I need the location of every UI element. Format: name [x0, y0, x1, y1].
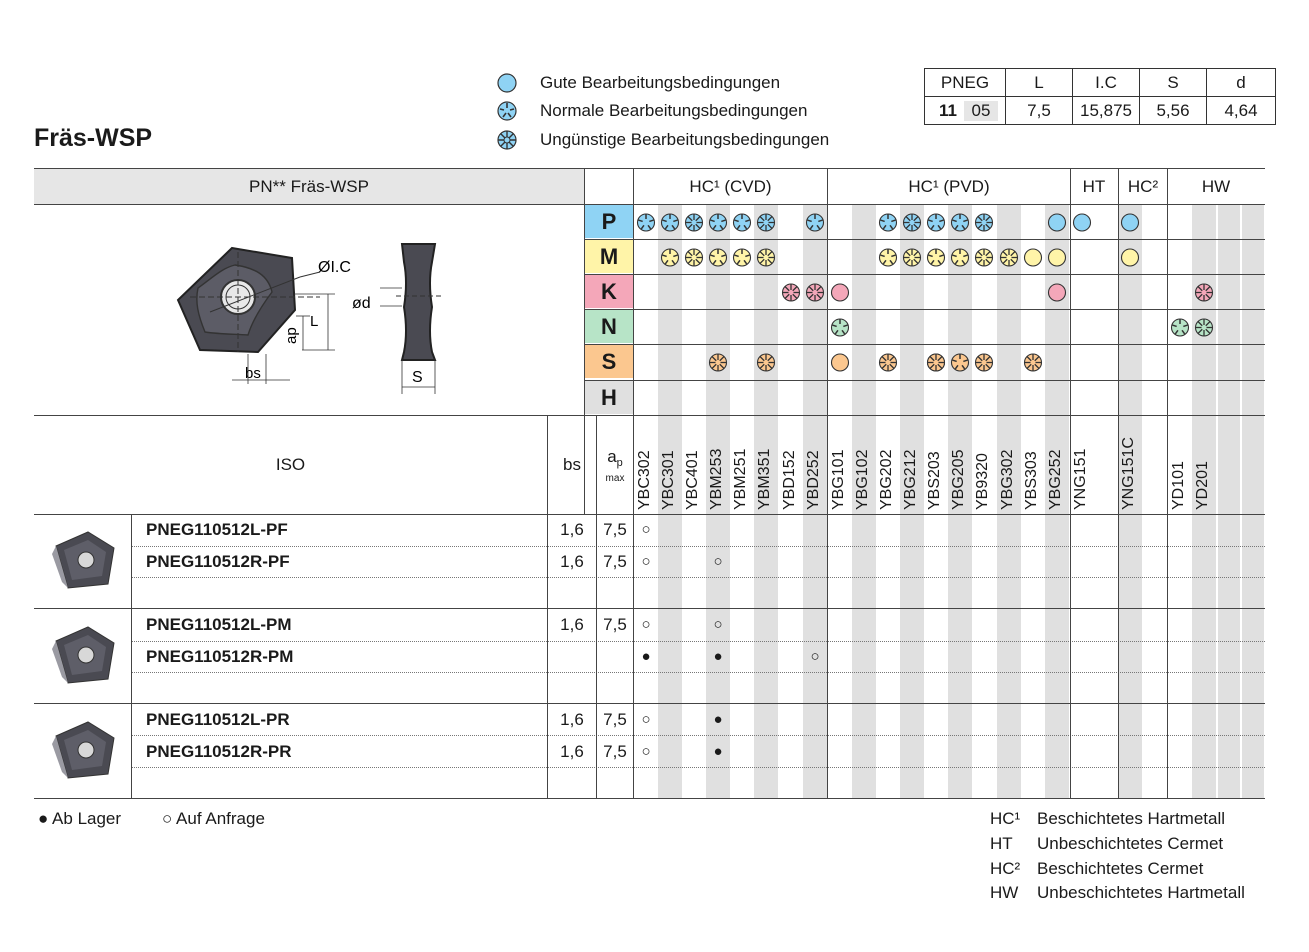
label-d: ød: [352, 295, 371, 312]
spec-value: 7,5: [1006, 97, 1073, 125]
poor-condition-icon: [710, 354, 727, 371]
material-k: K: [585, 275, 633, 308]
group-cvd: HC¹ (CVD): [689, 176, 772, 196]
material-m: M: [585, 240, 633, 273]
availability-mark: ○: [641, 616, 651, 633]
product-code: PNEG110512R-PR: [146, 742, 292, 761]
product-code: PNEG110512R-PF: [146, 552, 290, 571]
product-image-pm: [44, 621, 122, 691]
legend-label: Normale Bearbeitungsbedingungen: [540, 101, 808, 120]
normal-condition-icon: [952, 214, 969, 231]
poor-condition-icon: [1001, 249, 1018, 266]
table-rule: [633, 169, 634, 799]
poor-condition-icon: [976, 249, 993, 266]
table-rule: [584, 274, 1265, 275]
normal-condition-icon: [638, 214, 655, 231]
abbr-hw-text: Unbeschichtetes Hartmetall: [1037, 883, 1245, 902]
ap-header-sub: p: [616, 457, 623, 470]
bs-value: 1,6: [560, 552, 584, 571]
spec-header: L: [1006, 69, 1073, 97]
availability-mark: ○: [713, 553, 723, 570]
normal-condition-icon: [952, 354, 969, 371]
material-h: H: [585, 381, 633, 414]
poor-condition-icon: [880, 354, 897, 371]
material-n: N: [585, 310, 633, 343]
table-rule: [547, 416, 548, 799]
label-S: S: [412, 369, 423, 386]
table-rule: [34, 608, 1265, 609]
table-rule: [1070, 169, 1071, 799]
ap-value: 7,5: [603, 615, 627, 634]
poor-condition-icon: [686, 214, 703, 231]
normal-condition-icon: [662, 249, 679, 266]
spec-header: d: [1207, 69, 1276, 97]
normal-condition-icon: [832, 319, 849, 336]
spec-header: I.C: [1073, 69, 1140, 97]
poor-condition-icon: [686, 249, 703, 266]
table-rule: [131, 672, 1265, 673]
normal-condition-icon: [880, 249, 897, 266]
grade-label: YBG212: [902, 449, 919, 510]
table-rule: [1167, 169, 1168, 799]
normal-condition-icon: [880, 214, 897, 231]
group-pvd: HC¹ (PVD): [908, 176, 990, 196]
normal-condition-icon: [710, 249, 727, 266]
poor-condition-icon: [758, 354, 775, 371]
grade-label: YBS203: [926, 451, 943, 510]
grade-label: YBM351: [756, 448, 773, 510]
label-ic: ØI.C: [318, 259, 351, 276]
normal-condition-icon: [928, 249, 945, 266]
grade-label: YBG102: [854, 449, 871, 510]
spec-value: 4,64: [1207, 97, 1276, 125]
ap-value: 7,5: [603, 552, 627, 571]
grade-label: YBC301: [660, 450, 677, 510]
good-condition-icon: [1049, 284, 1066, 301]
bs-header: bs: [563, 455, 581, 474]
table-rule: [131, 767, 1265, 768]
table-rule: [584, 380, 1265, 381]
abbr-ht-text: Unbeschichtetes Cermet: [1037, 834, 1224, 853]
poor-condition-icon: [807, 284, 824, 301]
availability-mark: ○: [810, 648, 820, 665]
poor-condition-icon: [904, 214, 921, 231]
grade-label: YD201: [1194, 461, 1211, 510]
product-code: PNEG110512R-PM: [146, 647, 294, 666]
spec-code-rest: 05: [964, 101, 998, 121]
table-rule: [584, 344, 1265, 345]
normal-condition-icon: [928, 214, 945, 231]
product-code: PNEG110512L-PF: [146, 520, 288, 539]
product-code: PNEG110512L-PR: [146, 710, 290, 729]
table-rule: [131, 735, 1265, 736]
table-rule: [34, 798, 1265, 799]
grade-label: YBC302: [636, 450, 653, 510]
normal-condition-icon: [952, 249, 969, 266]
availability-mark: ○: [641, 521, 651, 538]
grade-label: YBD252: [805, 450, 822, 510]
poor-condition-icon: [783, 284, 800, 301]
abbr-ht: HT: [990, 834, 1013, 853]
spec-header: PNEG: [925, 69, 1006, 97]
grade-label: YBM253: [708, 448, 725, 510]
spec-code-bold: 11: [939, 100, 957, 120]
grade-label: YBG202: [878, 449, 895, 510]
group-hc2: HC²: [1127, 176, 1159, 196]
table-rule: [584, 309, 1265, 310]
bs-value: 1,6: [560, 615, 584, 634]
bs-value: 1,6: [560, 710, 584, 729]
availability-mark: ○: [641, 711, 651, 728]
product-image-pr: [44, 716, 122, 786]
table-rule: [34, 204, 1265, 205]
poor-condition-icon: [758, 249, 775, 266]
ap-value: 7,5: [603, 520, 627, 539]
availability-mark: ○: [713, 616, 723, 633]
normal-condition-icon: [734, 214, 751, 231]
table-rule: [584, 239, 1265, 240]
grade-label: YBG252: [1047, 449, 1064, 510]
good-condition-icon: [1025, 249, 1042, 266]
poor-condition-icon: [1025, 354, 1042, 371]
table-rule: [131, 641, 1265, 642]
legend-on-request: ○ Auf Anfrage: [162, 809, 265, 828]
product-code: PNEG110512L-PM: [146, 615, 292, 634]
label-bs: bs: [245, 365, 261, 382]
section-title: PN** Fräs-WSP: [249, 176, 369, 196]
table-rule: [131, 546, 1265, 547]
legend-label: Gute Bearbeitungsbedingungen: [540, 73, 781, 92]
legend-label: Ungünstige Bearbeitungsbedingungen: [540, 130, 830, 149]
label-L: L: [310, 313, 319, 330]
poor-condition-icon: [1196, 284, 1213, 301]
good-condition-icon: [1049, 249, 1066, 266]
insert-drawing: [170, 232, 470, 402]
table-rule: [131, 577, 1265, 578]
table-rule: [34, 514, 1265, 515]
table-rule: [596, 416, 597, 799]
availability-mark: ●: [713, 743, 723, 760]
material-s: S: [585, 345, 633, 378]
spec-value: 5,56: [1140, 97, 1207, 125]
table-rule: [34, 415, 1265, 416]
normal-condition-icon: [734, 249, 751, 266]
poor-condition-icon: [928, 354, 945, 371]
good-condition-icon: [1049, 214, 1066, 231]
normal-condition-icon: [662, 214, 679, 231]
table-rule: [34, 168, 1265, 169]
bs-value: 1,6: [560, 742, 584, 761]
grade-label: YBS303: [1023, 451, 1040, 510]
ap-header-max: max: [605, 473, 625, 485]
page-title: Fräs-WSP: [34, 124, 153, 152]
abbr-hc2-text: Beschichtetes Cermet: [1037, 859, 1204, 878]
grade-label: YNG151: [1072, 448, 1089, 510]
legend-in-stock: ● Ab Lager: [38, 809, 122, 828]
bs-value: 1,6: [560, 520, 584, 539]
normal-condition-icon: [807, 214, 824, 231]
spec-header: S: [1140, 69, 1207, 97]
table-rule: [584, 169, 585, 514]
good-condition-icon: [1122, 214, 1139, 231]
group-hw: HW: [1201, 176, 1231, 196]
ap-value: 7,5: [603, 710, 627, 729]
grade-label: YBG302: [999, 449, 1016, 510]
poor-condition-icon: [1196, 319, 1213, 336]
table-rule: [34, 703, 1265, 704]
table-rule: [827, 169, 828, 799]
poor-condition-icon: [976, 214, 993, 231]
abbr-hc1: HC¹: [990, 809, 1021, 828]
group-ht: HT: [1082, 176, 1106, 196]
abbr-hc2: HC²: [990, 859, 1021, 878]
poor-condition-icon: [904, 249, 921, 266]
ap-value: 7,5: [603, 742, 627, 761]
poor-condition-icon: [976, 354, 993, 371]
insert-side-view: [402, 244, 435, 360]
availability-mark: ●: [641, 648, 651, 665]
normal-condition-icon: [710, 214, 727, 231]
availability-mark: ○: [641, 743, 651, 760]
grade-label: YBG101: [830, 449, 847, 510]
normal-condition-icon: [1172, 319, 1189, 336]
grade-label: YBG205: [950, 449, 967, 510]
grade-label: YBC401: [684, 450, 701, 510]
availability-mark: ○: [641, 553, 651, 570]
spec-value: 15,875: [1073, 97, 1140, 125]
ap-header: [597, 448, 633, 485]
label-ap: ap: [283, 327, 300, 344]
grade-label: YD101: [1170, 461, 1187, 510]
grade-label: YB9320: [974, 453, 991, 510]
grade-label: YNG151C: [1120, 437, 1137, 510]
good-condition-icon: [1122, 249, 1139, 266]
ap-header-main: a: [607, 447, 617, 466]
table-rule: [131, 515, 132, 799]
table-rule: [1118, 169, 1119, 799]
iso-header: ISO: [275, 455, 306, 474]
availability-mark: ●: [713, 648, 723, 665]
abbr-hc1-text: Beschichtetes Hartmetall: [1037, 809, 1226, 828]
good-condition-icon: [832, 354, 849, 371]
good-condition-icon: [832, 284, 849, 301]
grade-label: YBM251: [732, 448, 749, 510]
availability-mark: ●: [713, 711, 723, 728]
material-p: P: [585, 205, 633, 238]
abbr-hw: HW: [990, 883, 1019, 902]
grade-label: YBD152: [781, 450, 798, 510]
product-image-pf: [44, 526, 122, 596]
poor-condition-icon: [758, 214, 775, 231]
good-condition-icon: [1074, 214, 1091, 231]
